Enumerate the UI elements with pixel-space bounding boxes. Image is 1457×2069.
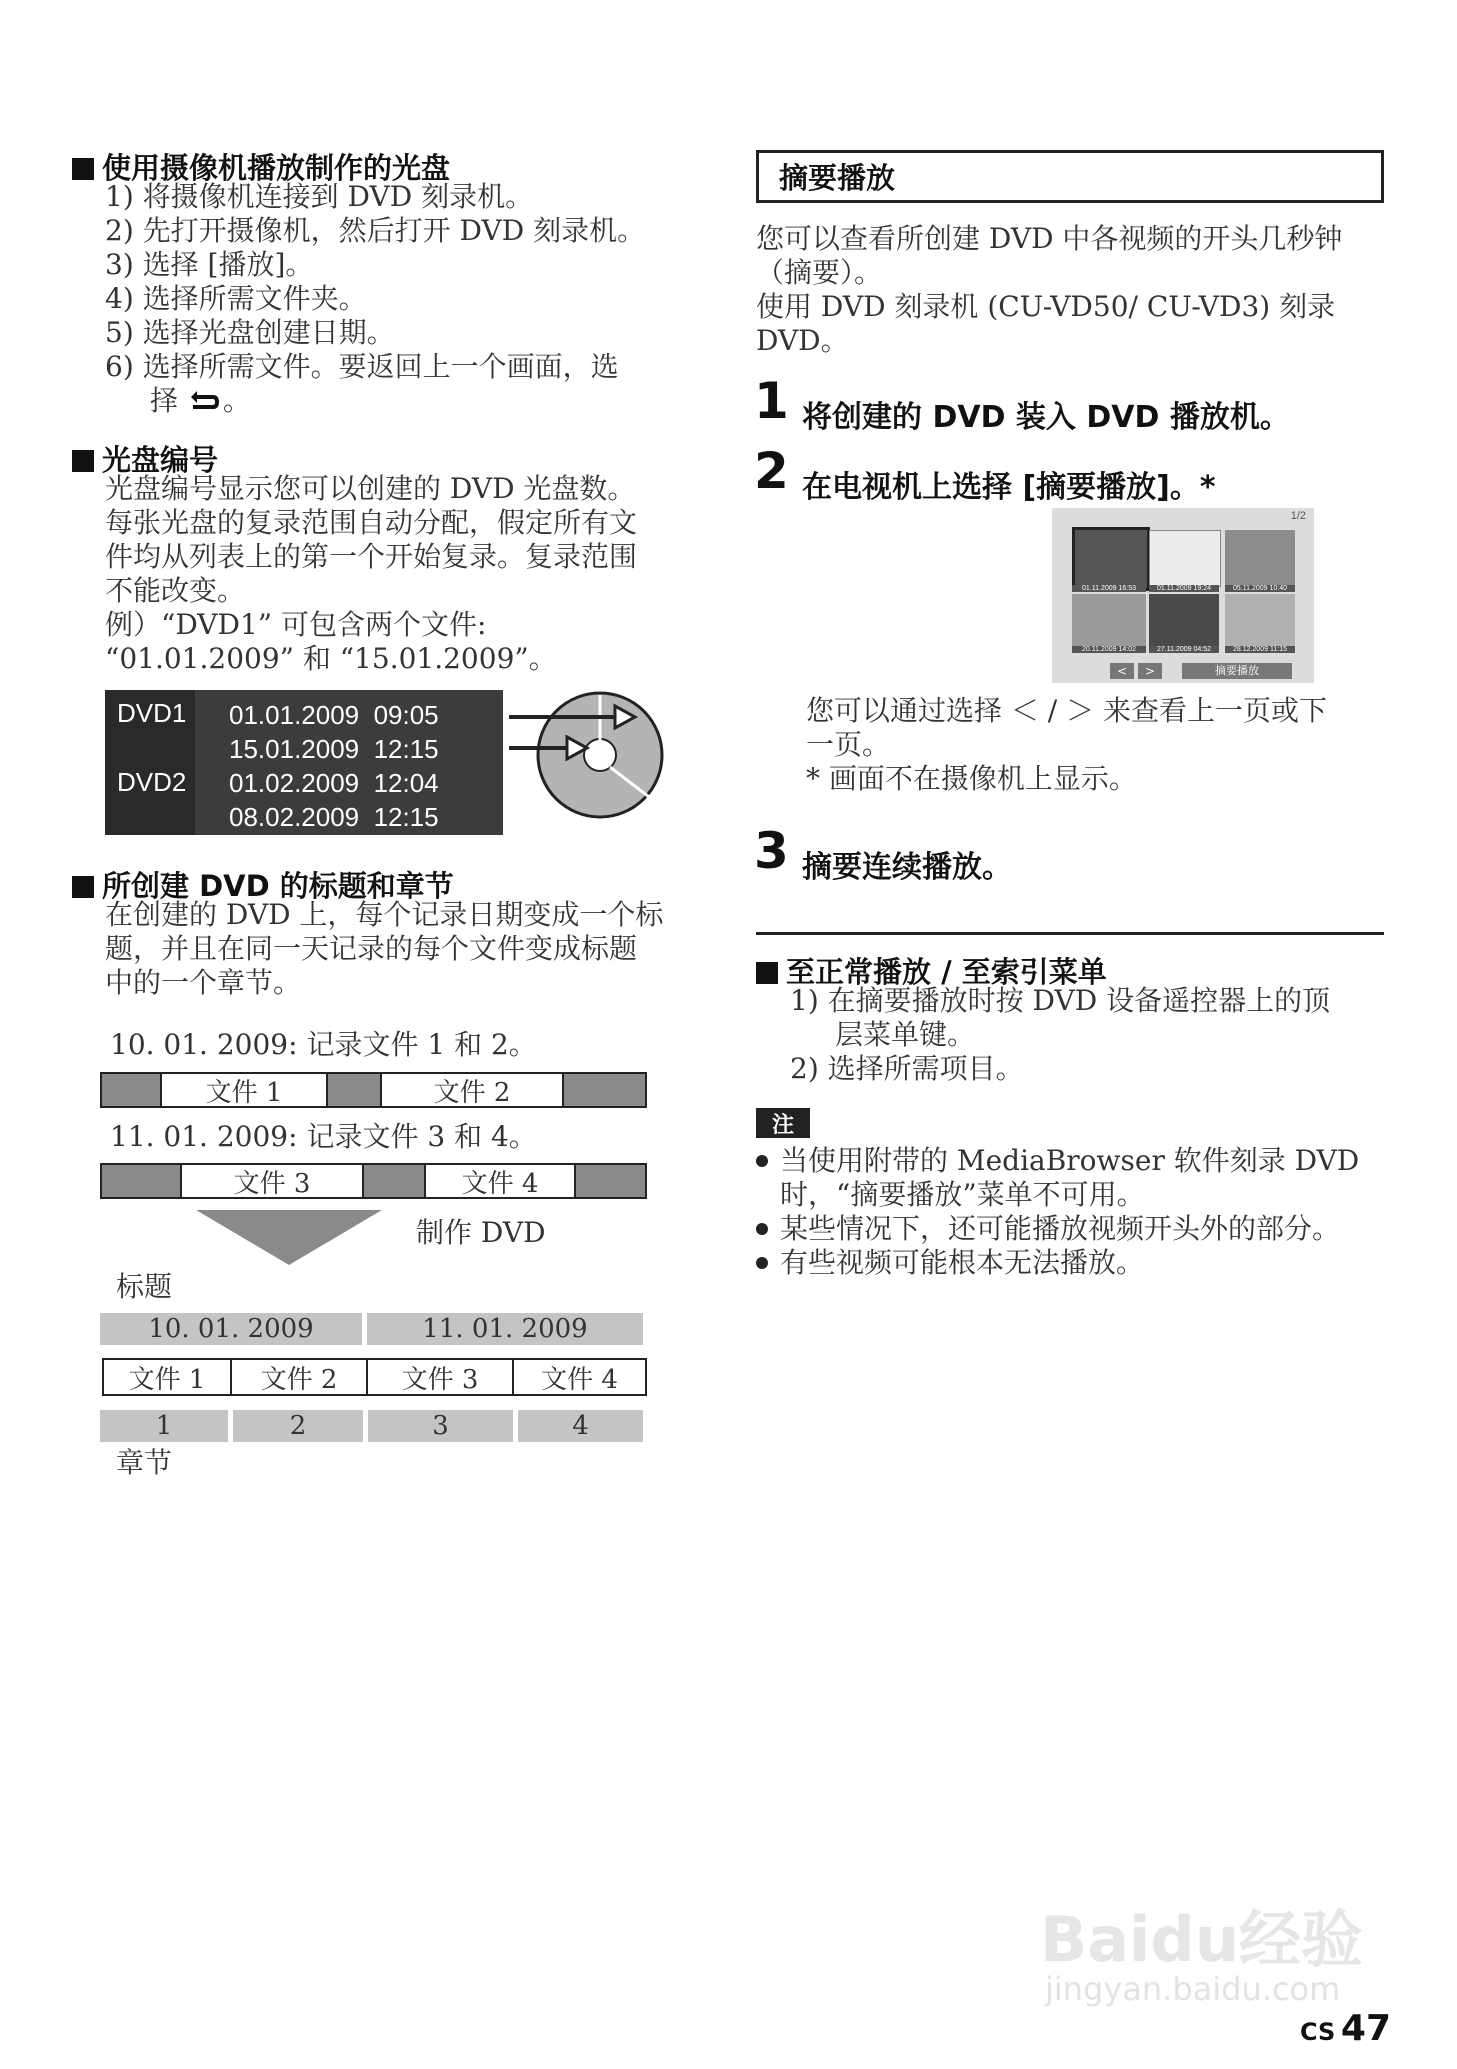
page-footer	[1300, 2008, 1391, 2049]
step-line-cont: 层菜单键。	[835, 1018, 976, 1051]
paragraph-line: 在创建的 DVD 上，每个记录日期变成一个标	[105, 898, 664, 931]
square-bullet-icon	[72, 158, 94, 180]
bullet-icon	[756, 1155, 768, 1167]
thumb[interactable]	[1072, 594, 1146, 646]
step-text: 将创建的 DVD 装入 DVD 播放机。	[802, 400, 1290, 435]
file-box: 文件 4	[426, 1165, 576, 1197]
square-bullet-icon	[72, 876, 94, 898]
chapter-box: 4	[518, 1410, 643, 1442]
chapters-label: 章节	[116, 1446, 173, 1479]
step-text: 在电视机上选择 [摘要播放]。*	[802, 470, 1216, 505]
section-heading-titles-chapters: 所创建 DVD 的标题和章节	[72, 864, 454, 905]
section-heading-playback: 使用摄像机播放制作的光盘	[72, 146, 450, 187]
paragraph-line: 使用 DVD 刻录机 (CU-VD50/ CU-VD3) 刻录	[756, 290, 1336, 323]
square-bullet-icon	[72, 450, 94, 472]
thumb-date: 01.11.2009 19:24	[1149, 585, 1219, 592]
footnote: * 画面不在摄像机上显示。	[806, 762, 1137, 795]
thumb-date: 01.11.2009 16:53	[1072, 585, 1146, 592]
dvd2-label: DVD2	[117, 767, 187, 797]
step-line: 1) 将摄像机连接到 DVD 刻录机。	[105, 180, 534, 213]
chapter-box: 3	[368, 1410, 513, 1442]
thumb[interactable]	[1225, 530, 1295, 585]
baidu-watermark: Baidu经验	[1040, 1903, 1363, 1976]
baidu-watermark-url: jingyan.baidu.com	[1045, 1970, 1341, 2008]
thumb[interactable]	[1149, 530, 1221, 587]
step-line: 1) 在摘要播放时按 DVD 设备遥控器上的顶	[790, 984, 1331, 1017]
title-date-2: 11. 01. 2009	[367, 1313, 643, 1345]
down-arrow-icon	[196, 1210, 382, 1270]
date-row: 01.01.2009 09:05	[229, 700, 439, 730]
step-text: 摘要连续播放。	[802, 850, 1012, 885]
step-line: 5) 选择光盘创建日期。	[105, 316, 395, 349]
bullet-icon	[756, 1223, 768, 1235]
step-number: 3	[754, 822, 789, 880]
note-label: 注	[756, 1108, 810, 1138]
next-page-button[interactable]: >	[1138, 663, 1162, 679]
paragraph-line: 不能改变。	[105, 574, 246, 607]
page-indicator: 1/2	[1290, 510, 1306, 522]
return-icon	[187, 389, 223, 413]
chapter-files-row	[102, 1358, 647, 1396]
thumb[interactable]	[1225, 594, 1295, 646]
note-item-cont: 时，“摘要播放”菜单不可用。	[780, 1178, 1145, 1211]
file-box: 文件 2	[232, 1360, 368, 1394]
paragraph-line: 例）“DVD1” 可包含两个文件:	[105, 608, 487, 641]
paragraph-line: 光盘编号显示您可以创建的 DVD 光盘数。	[105, 472, 636, 505]
paragraph-line: （摘要）。	[756, 256, 883, 289]
section-heading-normal-playback: 至正常播放 / 至索引菜单	[756, 950, 1107, 991]
paragraph-line: 您可以查看所创建 DVD 中各视频的开头几秒钟	[756, 222, 1343, 255]
paragraph-line: 您可以通过选择 ＜ / ＞ 来查看上一页或下	[806, 694, 1328, 727]
divider	[756, 932, 1384, 935]
date-row: 15.01.2009 12:15	[229, 734, 439, 764]
thumb-date: 05.11.2009 10:40	[1225, 585, 1295, 592]
notes-list	[756, 1144, 1359, 1280]
record-line-1: 10. 01. 2009: 记录文件 1 和 2。	[110, 1028, 537, 1061]
thumb-date: 28.12.2009 11:15	[1225, 646, 1295, 653]
thumb-selected[interactable]	[1072, 527, 1150, 591]
normal-playback-steps	[790, 984, 1330, 1086]
digest-screen	[1052, 508, 1314, 683]
step-line: 2) 先打开摄像机，然后打开 DVD 刻录机。	[105, 214, 646, 247]
square-bullet-icon	[756, 962, 778, 984]
paragraph-line: 每张光盘的复录范围自动分配，假定所有文	[105, 506, 638, 539]
paragraph-line: 题，并且在同一天记录的每个文件变成标题	[105, 932, 638, 965]
file-box: 文件 3	[368, 1360, 514, 1394]
dvd-range-table	[105, 690, 503, 835]
record-bar-1	[100, 1072, 647, 1108]
language-code: CS	[1300, 2018, 1336, 2046]
date-row: 08.02.2009 12:15	[229, 802, 439, 832]
note-item: 有些视频可能根本无法播放。	[756, 1246, 1359, 1280]
title-date-1: 10. 01. 2009	[100, 1313, 362, 1345]
paragraph-line: “01.01.2009” 和 “15.01.2009”。	[105, 642, 557, 675]
thumb[interactable]	[1149, 594, 1219, 646]
make-dvd-label: 制作 DVD	[416, 1216, 546, 1249]
paragraph-line: DVD。	[756, 324, 849, 357]
titles-label: 标题	[116, 1270, 173, 1303]
note-item: 某些情况下，还可能播放视频开头外的部分。	[756, 1212, 1359, 1246]
file-box: 文件 1	[104, 1360, 232, 1394]
digest-play-button[interactable]: 摘要播放	[1182, 663, 1292, 679]
paragraph-line: 一页。	[806, 728, 891, 761]
step-line-cont: 择 。	[150, 384, 251, 417]
paragraph-line: 件均从列表上的第一个开始复录。复录范围	[105, 540, 638, 573]
disc-illustration	[505, 690, 670, 850]
file-box: 文件 1	[162, 1074, 328, 1106]
titles-chapters-text	[105, 898, 663, 1000]
step-line: 4) 选择所需文件夹。	[105, 282, 367, 315]
thumb-date: 20.11.2009 14:02	[1072, 646, 1146, 653]
thumb-date: 27.11.2009 04:52	[1149, 646, 1219, 653]
bullet-icon	[756, 1257, 768, 1269]
prev-page-button[interactable]: <	[1110, 663, 1134, 679]
chapter-box: 2	[233, 1410, 363, 1442]
date-row: 01.02.2009 12:04	[229, 768, 439, 798]
page-number: 47	[1340, 2008, 1392, 2049]
chapter-box: 1	[100, 1410, 228, 1442]
file-box: 文件 3	[182, 1165, 364, 1197]
step-number: 2	[754, 442, 789, 500]
digest-playback-title: 摘要播放	[756, 150, 1384, 203]
playback-steps	[105, 180, 645, 418]
record-bar-2	[100, 1163, 647, 1199]
note-item: 当使用附带的 MediaBrowser 软件刻录 DVD	[756, 1144, 1359, 1178]
paragraph-line: 中的一个章节。	[105, 966, 302, 999]
step-number: 1	[754, 372, 789, 430]
file-box: 文件 2	[382, 1074, 564, 1106]
disc-number-text	[105, 472, 637, 676]
section-heading-disc-number: 光盘编号	[72, 438, 218, 479]
step-line: 6) 选择所需文件。要返回上一个画面，选	[105, 350, 619, 383]
file-box: 文件 4	[541, 1364, 618, 1395]
digest-intro	[756, 222, 1342, 358]
dvd1-label: DVD1	[117, 698, 187, 728]
record-line-2: 11. 01. 2009: 记录文件 3 和 4。	[110, 1120, 537, 1153]
step-line: 3) 选择 [播放]。	[105, 248, 314, 281]
nav-note	[806, 694, 1327, 796]
step-line: 2) 选择所需项目。	[790, 1052, 1024, 1085]
